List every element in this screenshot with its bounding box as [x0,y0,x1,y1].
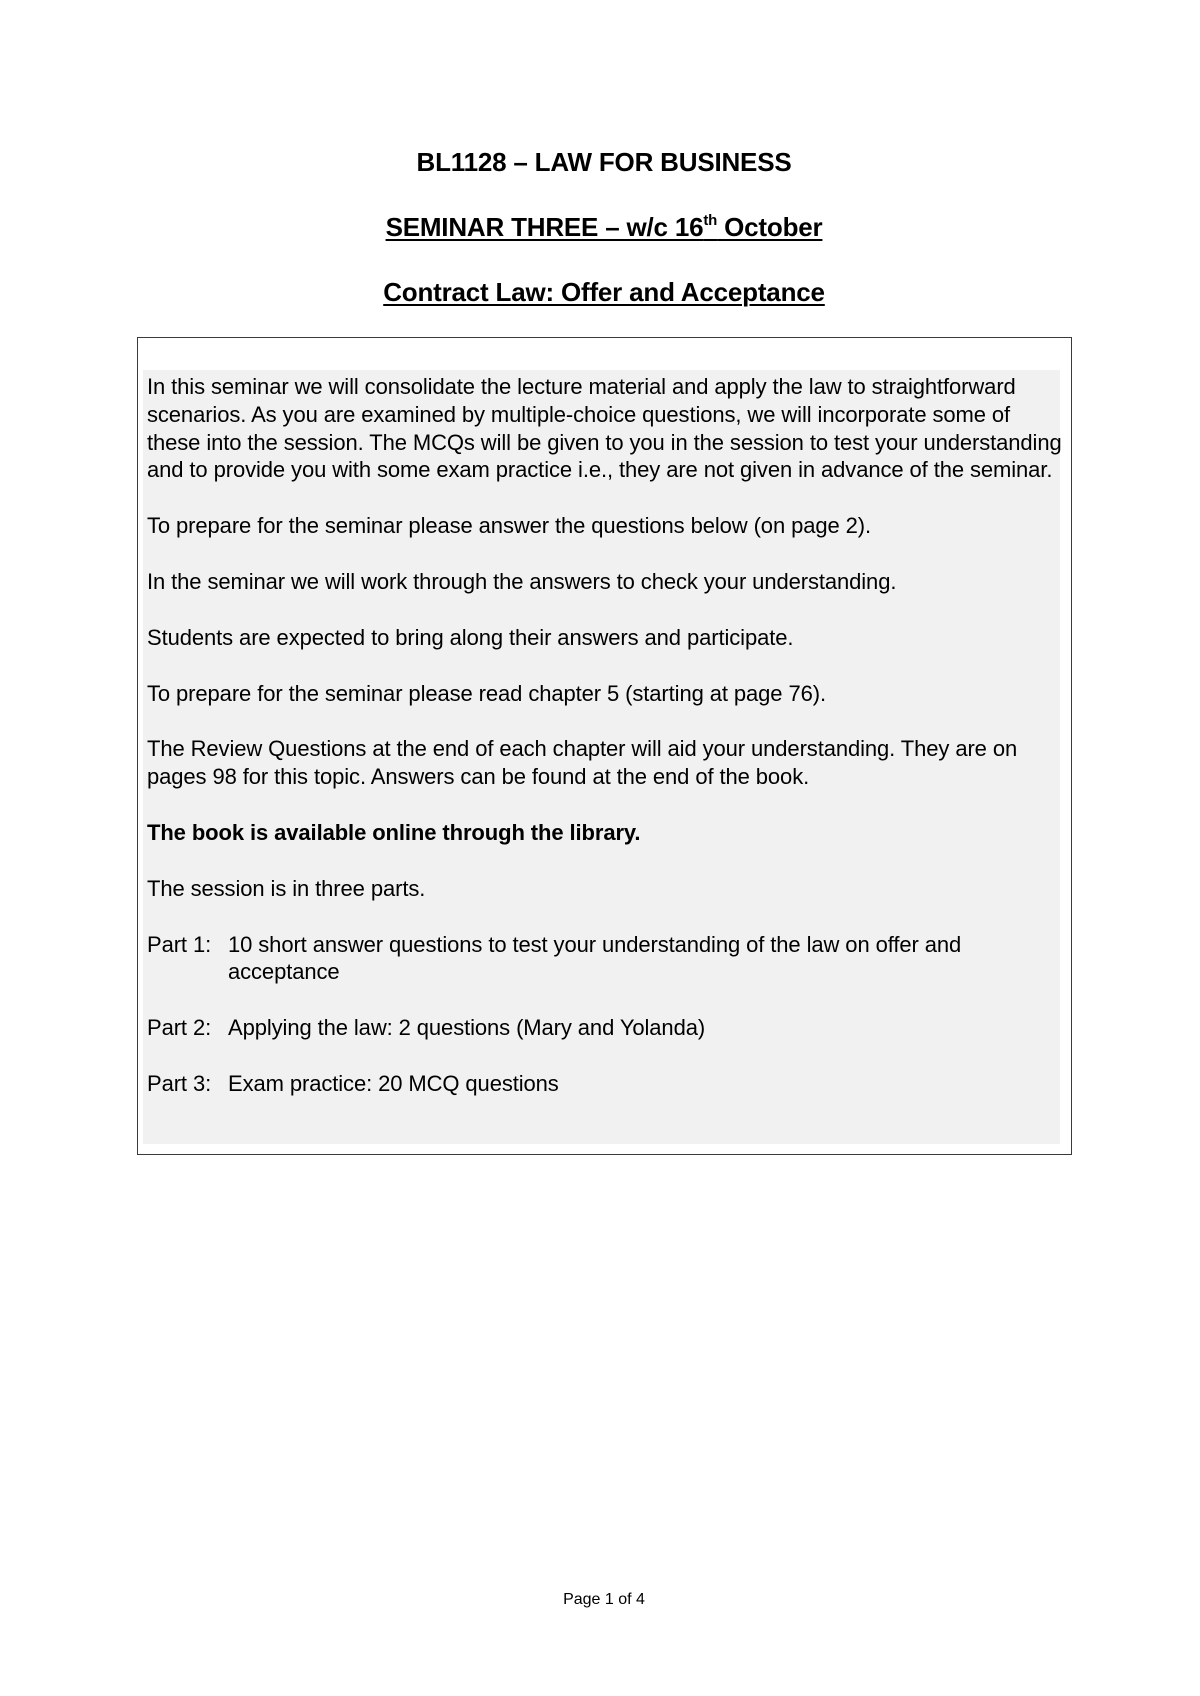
expectations-paragraph: Students are expected to bring along their answers and participate. [147,624,794,650]
course-title: BL1128 – LAW FOR BUSINESS [416,147,792,177]
seminar-title-superscript: th [703,212,718,229]
part-label: Part 3: [147,1070,212,1096]
session-intro-paragraph: The session is in three parts. [147,875,426,901]
session-part-3 [147,1070,1067,1098]
review-questions-paragraph: The Review Questions at the end of each chapter will aid your understanding. They are on pages 98 for this topic. Answers can be found at the end of the book. [147,736,1018,790]
info-box-content [147,373,1067,1126]
topic-title [0,277,1200,307]
part-description: Applying the law: 2 questions (Mary and Yolanda) [228,1015,706,1041]
part-label: Part 2: [147,1015,212,1041]
prepare-reading-paragraph: To prepare for the seminar please read chapter 5 (starting at page 76). [147,680,826,706]
seminar-info-box [137,337,1072,1155]
part-description: Exam practice: 20 MCQ questions [228,1070,559,1096]
work-through-paragraph: In the seminar we will work through the answers to check your understanding. [147,568,897,594]
session-part-1 [147,931,1067,987]
topic-title-text: Contract Law: Offer and Acceptance [383,277,825,307]
seminar-title-text [386,212,823,242]
seminar-title-suffix: October [717,212,823,242]
seminar-title [0,212,1200,242]
part-label: Part 1: [147,931,212,957]
intro-paragraph: In this seminar we will consolidate the lecture material and apply the law to straightforward scenarios. As you are examined by multiple-choice questions, we will incorporate some of these into the session. The MCQs will be given to you in the session to test your understanding and to provide you with some exam practice i.e., they are not given in advance of the seminar. [147,374,1062,483]
part-description: 10 short answer questions to test your understanding of the law on offer and acceptance [228,931,962,985]
page-number: Page 1 of 4 [563,1591,645,1608]
seminar-title-prefix: SEMINAR THREE – w/c 16 [385,212,704,242]
session-part-2 [147,1014,1067,1042]
book-availability-note: The book is available online through the library. [147,819,641,845]
prepare-questions-paragraph: To prepare for the seminar please answer the questions below (on page 2). [147,513,872,539]
